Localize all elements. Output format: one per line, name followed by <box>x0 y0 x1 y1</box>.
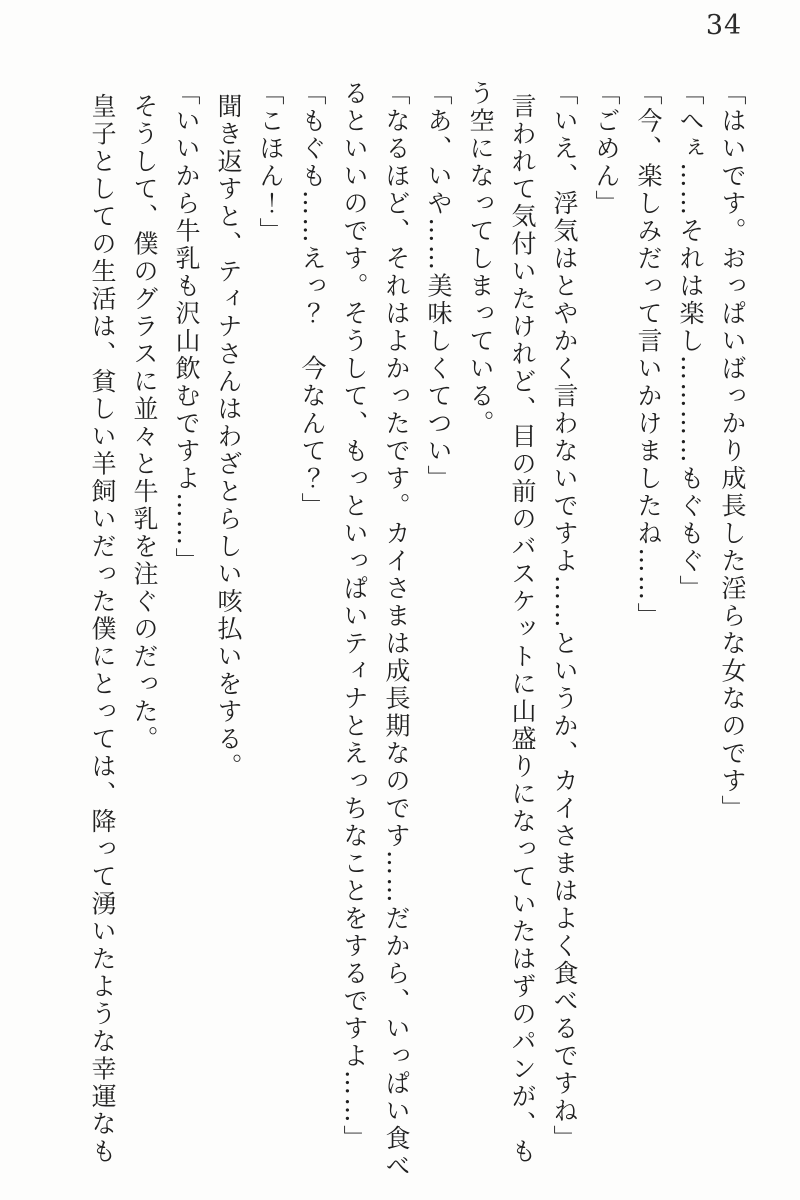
text-line: 「今、楽しみだって言いかけましたね……」 <box>634 80 663 630</box>
text-line: 皇子としての生活は、貧しい羊飼いだった僕にとっては、降って湧いたような幸運なも <box>88 93 117 1166</box>
text-line: 「ごめん」 <box>592 80 621 218</box>
page-number: 34 <box>705 10 743 41</box>
text-line: そうして、僕のグラスに並々と牛乳を注ぐのだった。 <box>130 93 159 753</box>
text-line: 言われて気付いたけれど、目の前のバスケットに山盛りになっていたはずのパンが、も <box>508 93 537 1166</box>
text-line: 「へぇ……それは楽し…………もぐもぐ」 <box>676 80 705 603</box>
text-line: るといいのです。そうして、もっといっぱいティナとえっちなことをするですよ……」 <box>340 80 369 1153</box>
text-line: 「いえ、浮気はとやかく言わないですよ……というか、カイさまはよく食べるですね」 <box>550 80 579 1153</box>
text-line: 「もぐも……えっ？ 今なんて？」 <box>298 80 327 520</box>
text-line: 聞き返すと、ティナさんはわざとらしい咳払いをする。 <box>214 93 243 781</box>
text-line: 「こほん！」 <box>256 80 285 245</box>
text-line: 「いいから牛乳も沢山飲むですよ……」 <box>172 80 201 575</box>
text-line: う空になってしまっている。 <box>466 80 495 438</box>
text-line: 「なるほど、それはよかったです。カイさまは成長期なのです……だから、いっぱい食べ <box>382 80 411 1180</box>
text-line: 「はいです。おっぱいばっかり成長した淫らな女なのです」 <box>718 80 747 823</box>
vertical-text-block <box>81 80 753 1195</box>
text-line: 「あ、いや……美味しくてつい」 <box>424 80 453 493</box>
